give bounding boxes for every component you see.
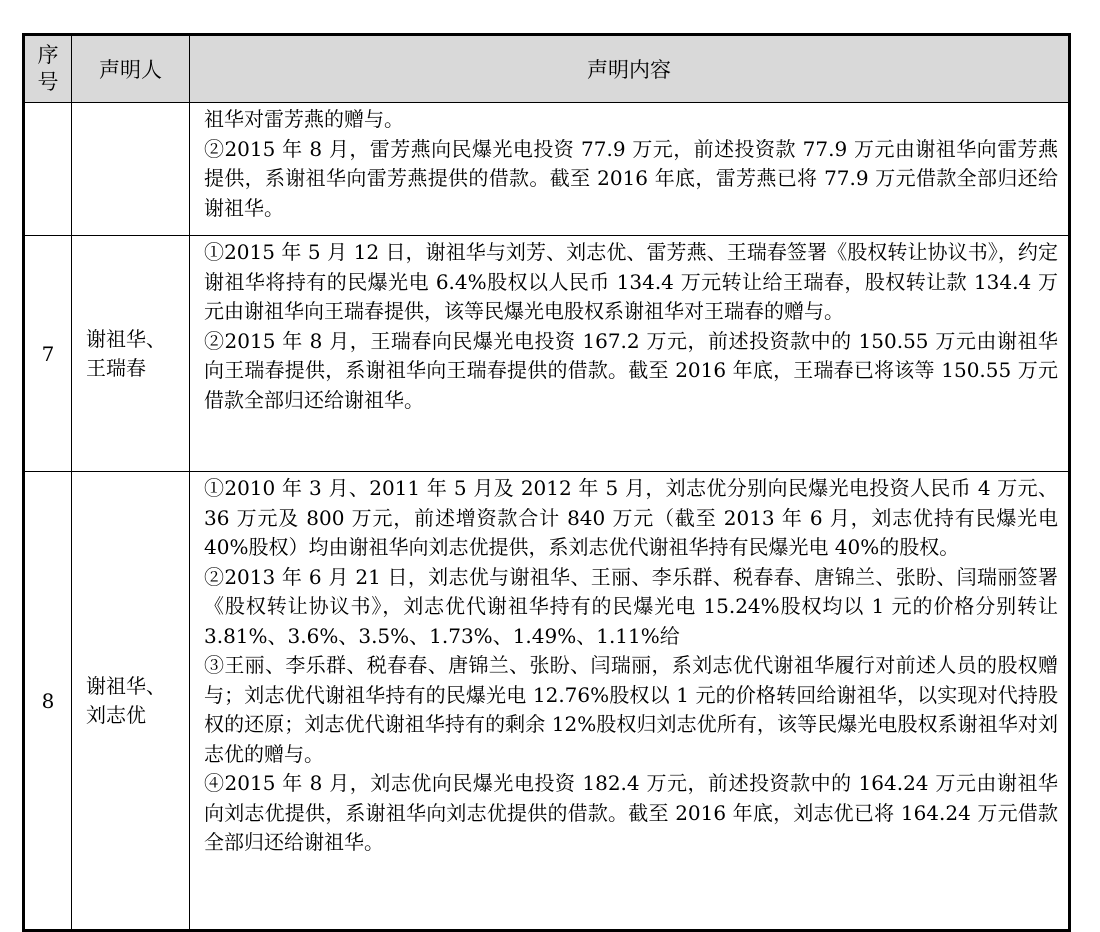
row-content: [190, 103, 1070, 236]
content-paragraph: ④2015 年 8 月，刘志优向民爆光电投资 182.4 万元，前述投资款中的 164.24 万元由谢祖华向刘志优提供，系谢祖华向刘志优提供的借款。截至 2016 年底，刘志优已将 164.24 万元借款全部归还给谢祖华。: [204, 771, 1058, 854]
header-content: [190, 35, 1070, 103]
row-seq: 8: [24, 472, 72, 931]
header-seq: [24, 35, 72, 103]
row-declarant: [72, 103, 190, 236]
header-seq-label: 序 号: [37, 43, 59, 94]
row-declarant: 谢祖华、 刘志优: [72, 472, 190, 931]
content-paragraph: ①2015 年 5 月 12 日，谢祖华与刘芳、刘志优、雷芳燕、王瑞春签署《股权转让协议书》，约定谢祖华将持有的民爆光电 6.4%股权以人民币 134.4 万元转让给王瑞春，股权转让款 134.4 万元由谢祖华向王瑞春提供，该等民爆光电股权系谢祖华对王瑞春的赠与。: [204, 240, 1058, 323]
header-declarant-label: 声明人: [99, 58, 162, 82]
table-header-row: [24, 35, 1070, 103]
row-content: [190, 472, 1070, 931]
table-row: [24, 103, 1070, 236]
table-row: [24, 236, 1070, 472]
content-paragraph: ②2015 年 8 月，雷芳燕向民爆光电投资 77.9 万元，前述投资款 77.9 万元由谢祖华向雷芳燕提供，系谢祖华向雷芳燕提供的借款。截至 2016 年底，雷芳燕已将 77.9 万元借款全部归还给谢祖华。: [204, 136, 1058, 220]
content-paragraph: ①2010 年 3 月、2011 年 5 月及 2012 年 5 月，刘志优分别向民爆光电投资人民币 4 万元、36 万元及 800 万元，前述增资款合计 840 万元（截至 2013 年 6 月，刘志优持有民爆光电 40%股权）均由谢祖华向刘志优提供，系刘志优代谢祖华持有民爆光电 40%的股权。: [204, 476, 1058, 559]
header-declarant: [72, 35, 190, 103]
content-paragraph: 祖华对雷芳燕的赠与。: [204, 107, 404, 131]
row-declarant: 谢祖华、 王瑞春: [72, 236, 190, 472]
row-seq: [24, 103, 72, 236]
content-paragraph: ②2013 年 6 月 21 日，刘志优与谢祖华、王丽、李乐群、税春春、唐锦兰、张盼、闫瑞丽签署《股权转让协议书》，刘志优代谢祖华持有的民爆光电 15.24%股权均以 1 元的价格分别转让 3.81%、3.6%、3.5%、1.73%、1.49%、1.11%给: [204, 564, 1058, 648]
row-content: [190, 236, 1070, 472]
content-paragraph: ②2015 年 8 月，王瑞春向民爆光电投资 167.2 万元，前述投资款中的 150.55 万元由谢祖华向王瑞春提供，系谢祖华向王瑞春提供的借款。截至 2016 年底，王瑞春已将该等 150.55 万元借款全部归还给谢祖华。: [204, 328, 1058, 412]
content-paragraph: ③王丽、李乐群、税春春、唐锦兰、张盼、闫瑞丽，系刘志优代谢祖华履行对前述人员的股权赠与；刘志优代谢祖华持有的民爆光电 12.76%股权以 1 元的价格转回给谢祖华，以实现对代持股权的还原；刘志优代谢祖华持有的剩余 12%股权归刘志优所有，该等民爆光电股权系谢祖华对刘志优的赠与。: [204, 653, 1058, 766]
header-content-label: 声明内容: [587, 58, 671, 82]
row-seq: 7: [24, 236, 72, 472]
table-row: [24, 472, 1070, 931]
declaration-table: [22, 33, 1071, 932]
